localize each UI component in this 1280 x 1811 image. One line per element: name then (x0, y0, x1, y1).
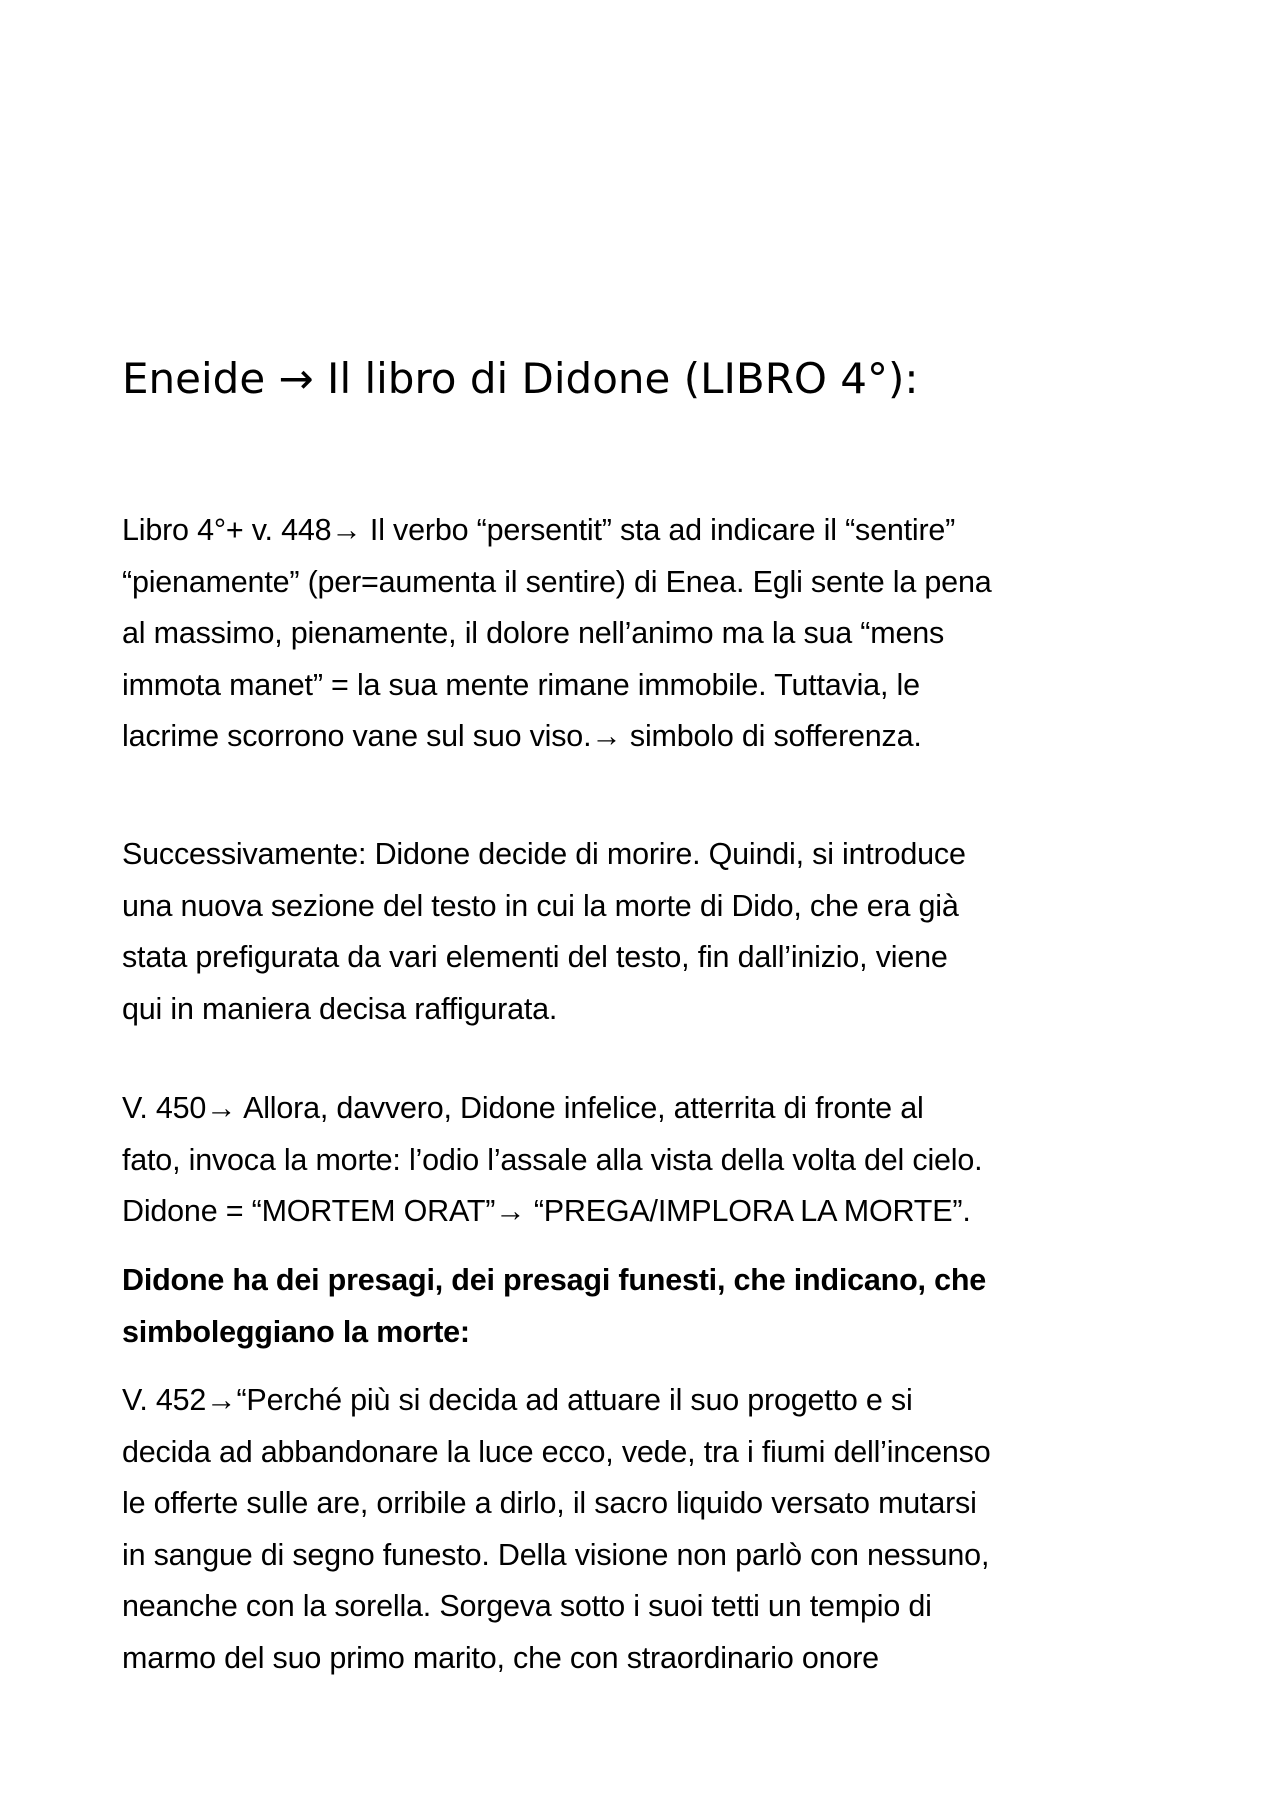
paragraph-v452 (122, 1375, 1167, 1684)
text-line: Didone ha dei presagi, dei presagi funesti, che indicano, che (122, 1263, 987, 1297)
text-line: le offerte sulle are, orribile a dirlo, il sacro liquido versato mutarsi (122, 1486, 977, 1520)
paragraph-presagi-heading (122, 1255, 1167, 1358)
paragraph-successivamente (122, 829, 1167, 1035)
text-line: decida ad abbandonare la luce ecco, vede, tra i fiumi dell’incenso (122, 1434, 991, 1469)
text-line: simboleggiano la morte: (122, 1314, 470, 1349)
document-title: Eneide → Il libro di Didone (LIBRO 4°): (122, 354, 919, 403)
text-line: stata prefigurata da vari elementi del testo, fin dall’inizio, viene (122, 940, 948, 974)
text-line: immota manet” = la sua mente rimane immobile. Tuttavia, le (122, 667, 920, 702)
text-line: qui in maniera decisa raffigurata. (122, 991, 558, 1026)
text-line: Successivamente: Didone decide di morire. Quindi, si introduce (122, 837, 966, 871)
paragraph-v450 (122, 1083, 1167, 1238)
text-line: V. 450→ Allora, davvero, Didone infelice, atterrita di fronte al (122, 1091, 924, 1125)
text-line: in sangue di segno funesto. Della visione non parlò con nessuno, (122, 1537, 990, 1572)
text-line: marmo del suo primo marito, che con straordinario onore (122, 1640, 879, 1675)
text-line: “pienamente” (per=aumenta il sentire) di Enea. Egli sente la pena (122, 564, 992, 599)
text-line: una nuova sezione del testo in cui la morte di Dido, che era già (122, 888, 959, 923)
text-line: Didone = “MORTEM ORAT”→ “PREGA/IMPLORA LA MORTE”. (122, 1194, 971, 1228)
text-line: al massimo, pienamente, il dolore nell’animo ma la sua “mens (122, 616, 945, 650)
text-line: V. 452→“Perché più si decida ad attuare il suo progetto e si (122, 1383, 913, 1417)
text-line: neanche con la sorella. Sorgeva sotto i suoi tetti un tempio di (122, 1589, 932, 1623)
text-line: lacrime scorrono vane sul suo viso.→ simbolo di sofferenza. (122, 719, 922, 753)
text-line: fato, invoca la morte: l’odio l’assale alla vista della volta del cielo. (122, 1142, 983, 1177)
text-line: Libro 4°+ v. 448→ Il verbo “persentit” sta ad indicare il “sentire” (122, 513, 956, 547)
paragraph-libro-4 (122, 505, 1167, 763)
